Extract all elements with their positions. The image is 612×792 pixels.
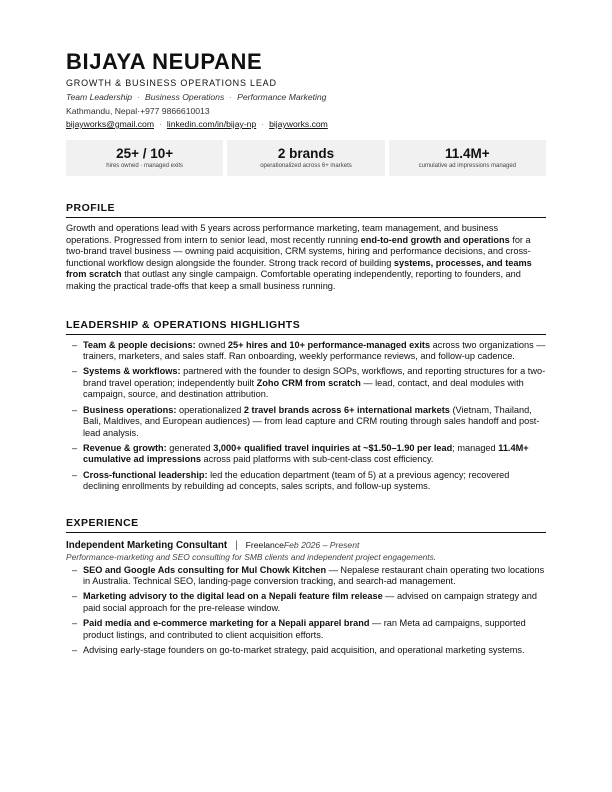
bullet-text: — ran Meta ad campaigns, supported product listings, and contributed to client acquisition efforts. <box>83 618 526 640</box>
highlight-lead: Cross-functional leadership: <box>83 469 208 480</box>
stat-value: 11.4M+ <box>444 146 490 161</box>
location-line <box>66 106 546 117</box>
list-item <box>66 618 546 641</box>
stat-impressions <box>389 140 546 176</box>
profile-summary <box>66 223 546 293</box>
list-item <box>66 591 546 614</box>
job-divider: | <box>235 539 238 551</box>
bullet-dash: – <box>72 404 78 415</box>
list-item <box>66 340 546 363</box>
separator: · <box>137 92 140 102</box>
highlight-emphasis: 3,000+ qualified travel inquiries at ~$1.50–1.90 per lead <box>213 442 453 453</box>
highlight-text: across paid platforms with sub-cent-class cost efficiency. <box>200 454 434 465</box>
bullet-emphasis: SEO and Google Ads consulting for Mul Chowk Kitchen <box>83 564 327 575</box>
highlight-text: ; managed <box>452 442 499 453</box>
linkedin-link[interactable]: linkedin.com/in/bijay-np <box>166 119 257 129</box>
separator: · <box>229 92 233 102</box>
job-type: Freelance <box>245 539 284 550</box>
bullet-dash: – <box>72 442 78 453</box>
highlight-text: operationalized <box>176 404 244 415</box>
bullet-text: Advising early-stage founders on go-to-market strategy, paid acquisition, and operational marketing systems. <box>83 644 525 655</box>
bullet-emphasis: Marketing advisory to the digital lead on a Nepali feature film release <box>83 591 383 602</box>
stat-value: 25+ / 10+ <box>116 146 174 161</box>
bullet-dash: – <box>72 366 78 377</box>
highlights-section <box>66 319 546 493</box>
job-header <box>66 539 546 552</box>
list-item <box>66 645 546 657</box>
profile-emphasis: systems, processes, and teams from scratch <box>66 257 532 280</box>
tag-business-operations: Business Operations <box>144 92 225 102</box>
bullet-dash: – <box>72 591 78 602</box>
profile-section <box>66 202 546 293</box>
email-link[interactable]: bijayworks@gmail.com <box>66 119 154 129</box>
resume-header <box>66 50 546 130</box>
section-heading-experience: EXPERIENCE <box>66 517 546 533</box>
stat-value: 2 brands <box>277 146 335 161</box>
highlight-text: across two organizations — trainers, marketers, and sales staff. Ran onboarding, weekly performance reviews, and follow-up cadence. <box>83 339 546 362</box>
job-dates: Feb 2026 – Present <box>283 539 360 550</box>
list-item <box>66 366 546 401</box>
stat-caption: cumulative ad impressions managed <box>418 163 517 169</box>
stats-bar <box>66 140 546 176</box>
section-heading-profile: PROFILE <box>66 202 546 218</box>
bullet-text: — Nepalese restaurant chain operating two locations in Australia. Technical SEO, landing-page conversion tracking, and search-ad management. <box>83 564 545 587</box>
phone: +977 9866610013 <box>140 106 210 116</box>
highlight-text: (Vietnam, Thailand, Bali, Maldives, and European audiences) — from lead capture and CRM routing through sales handoff and post-lead analysis. <box>83 404 540 438</box>
job-bullets <box>66 565 546 657</box>
highlight-emphasis: 2 travel brands across 6+ international markets <box>243 404 450 415</box>
highlight-emphasis: Zoho CRM from scratch <box>256 377 361 388</box>
profile-text: for a two-brand travel business — owning paid acquisition, CRM systems, hiring and performance decisions, and cross-functional workflow design alongside the founder. Strong track record of building <box>66 234 531 268</box>
stat-brands <box>227 140 384 176</box>
bullet-dash: – <box>72 339 78 350</box>
bullet-emphasis: Paid media and e-commerce marketing for a Nepali apparel brand <box>83 618 370 629</box>
website-link[interactable]: bijayworks.com <box>269 119 328 129</box>
list-item <box>66 443 546 466</box>
highlight-lead: Team & people decisions: <box>83 339 196 350</box>
highlight-lead: Business operations: <box>83 404 177 415</box>
highlight-text: led the education department (team of 5) at a previous agency; recovered declining enrollments by rebuilding ad concepts, sales scripts, and follow-up systems. <box>83 469 510 492</box>
bullet-text: — advised on campaign strategy and paid social approach for the pre-release window. <box>83 591 537 613</box>
stat-hires <box>66 140 223 176</box>
highlight-text: partnered with the founder to design SOPs, workflows, and reporting structures for a two-brand travel operation; independently built <box>83 366 546 388</box>
separator: · <box>137 106 141 116</box>
list-item <box>66 565 546 588</box>
bullet-dash: – <box>72 469 78 480</box>
tag-performance-marketing: Performance Marketing <box>237 92 327 102</box>
highlight-text: — lead, contact, and deal modules with campaign, source, and destination attribution. <box>83 377 524 400</box>
highlight-lead: Systems & workflows: <box>83 366 181 377</box>
tag-team-leadership: Team Leadership <box>66 92 133 102</box>
candidate-name: BIJAYA NEUPANE <box>66 49 263 74</box>
stat-caption: operationalized across 6+ markets <box>260 163 352 169</box>
focus-tags <box>66 92 546 103</box>
list-item <box>66 405 546 440</box>
bullet-dash: – <box>72 564 78 575</box>
contact-links <box>66 119 546 130</box>
candidate-title: GROWTH & BUSINESS OPERATIONS LEAD <box>66 78 277 88</box>
list-item <box>66 470 546 493</box>
section-heading-highlights: LEADERSHIP & OPERATIONS HIGHLIGHTS <box>66 319 546 335</box>
bullet-dash: – <box>72 618 78 629</box>
highlight-text: generated <box>166 442 214 453</box>
highlight-text: owned <box>195 339 228 350</box>
job-description: Performance-marketing and SEO consulting for SMB clients and independent project engagements. <box>66 551 437 562</box>
highlight-emphasis: 11.4M+ cumulative ad impressions <box>83 442 529 465</box>
profile-text: Growth and operations lead with 5 years across performance marketing, team management, and business operations. Progressed from intern to senior lead, most recently running <box>66 223 499 245</box>
separator: · <box>159 119 162 129</box>
highlights-list <box>66 340 546 493</box>
highlight-emphasis: 25+ hires and 10+ performance-managed exits <box>227 339 431 350</box>
profile-emphasis: end-to-end growth and operations <box>360 234 510 245</box>
stat-caption: hires owned · managed exits <box>106 163 184 169</box>
bullet-dash: – <box>72 644 78 655</box>
profile-text: that outlast any single campaign. Comfortable operating independently, reporting to founders, and making the practical trade-offs that keep a small business running. <box>66 269 521 291</box>
location: Kathmandu, Nepal <box>66 106 138 116</box>
highlight-lead: Revenue & growth: <box>83 442 167 453</box>
separator: · <box>261 119 265 129</box>
job-title: Independent Marketing Consultant <box>66 539 228 551</box>
experience-section <box>66 517 546 657</box>
